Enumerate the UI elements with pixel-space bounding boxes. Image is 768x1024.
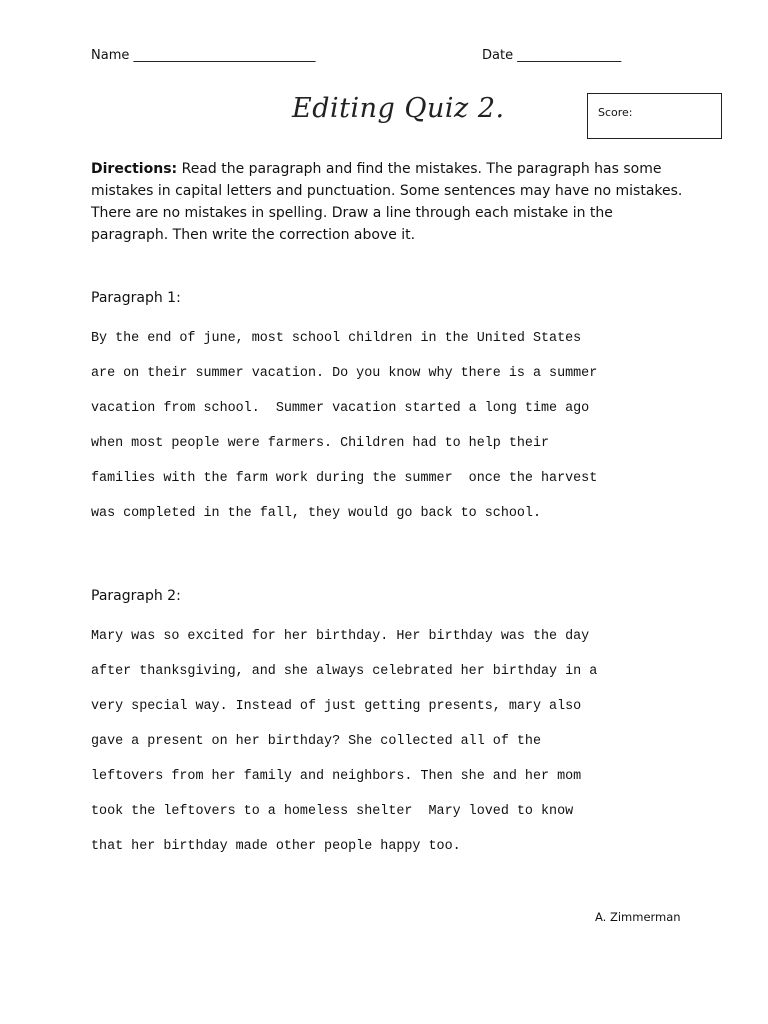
directions-line xyxy=(91,158,691,180)
name-field-line: Name ____________________________ xyxy=(91,48,316,63)
score-box xyxy=(587,93,722,139)
page-title: Editing Quiz 2. xyxy=(292,93,505,124)
paragraph-line: took the leftovers to a homeless shelter Mary loved to know xyxy=(91,804,574,819)
directions-block xyxy=(91,158,691,246)
paragraph-line: gave a present on her birthday? She collected all of the xyxy=(91,734,541,749)
paragraph-2-body xyxy=(91,619,731,864)
paragraph-1-body xyxy=(91,321,731,531)
paragraph-line: Mary was so excited for her birthday. Her birthday was the day xyxy=(91,629,590,644)
paragraph-line: leftovers from her family and neighbors. Then she and her mom xyxy=(91,769,582,784)
paragraph-line: families with the farm work during the summer once the harvest xyxy=(91,471,598,486)
paragraph-line: very special way. Instead of just getting presents, mary also xyxy=(91,699,582,714)
paragraph-line: after thanksgiving, and she always celebrated her birthday in a xyxy=(91,664,598,679)
directions-text: Read the paragraph and find the mistakes. The paragraph has some xyxy=(177,161,662,177)
paragraph-line: that her birthday made other people happy too. xyxy=(91,839,461,854)
paragraph-line: are on their summer vacation. Do you know why there is a summer xyxy=(91,366,598,381)
paragraph-line: was completed in the fall, they would go back to school. xyxy=(91,506,541,521)
paragraph-line: when most people were farmers. Children had to help their xyxy=(91,436,550,451)
directions-line: There are no mistakes in spelling. Draw a line through each mistake in the xyxy=(91,205,613,221)
directions-label: Directions: xyxy=(91,161,178,177)
paragraph-line: vacation from school. Summer vacation started a long time ago xyxy=(91,401,590,416)
directions-line: paragraph. Then write the correction above it. xyxy=(91,227,416,243)
paragraph-2-heading: Paragraph 2: xyxy=(91,588,181,604)
paragraph-1-heading: Paragraph 1: xyxy=(91,290,181,306)
paragraph-line: By the end of june, most school children in the United States xyxy=(91,331,582,346)
author-credit: A. Zimmerman xyxy=(595,910,681,924)
score-label: Score: xyxy=(598,106,633,119)
directions-line: mistakes in capital letters and punctuation. Some sentences may have no mistakes. xyxy=(91,183,683,199)
date-field-line: Date ________________ xyxy=(482,48,622,63)
